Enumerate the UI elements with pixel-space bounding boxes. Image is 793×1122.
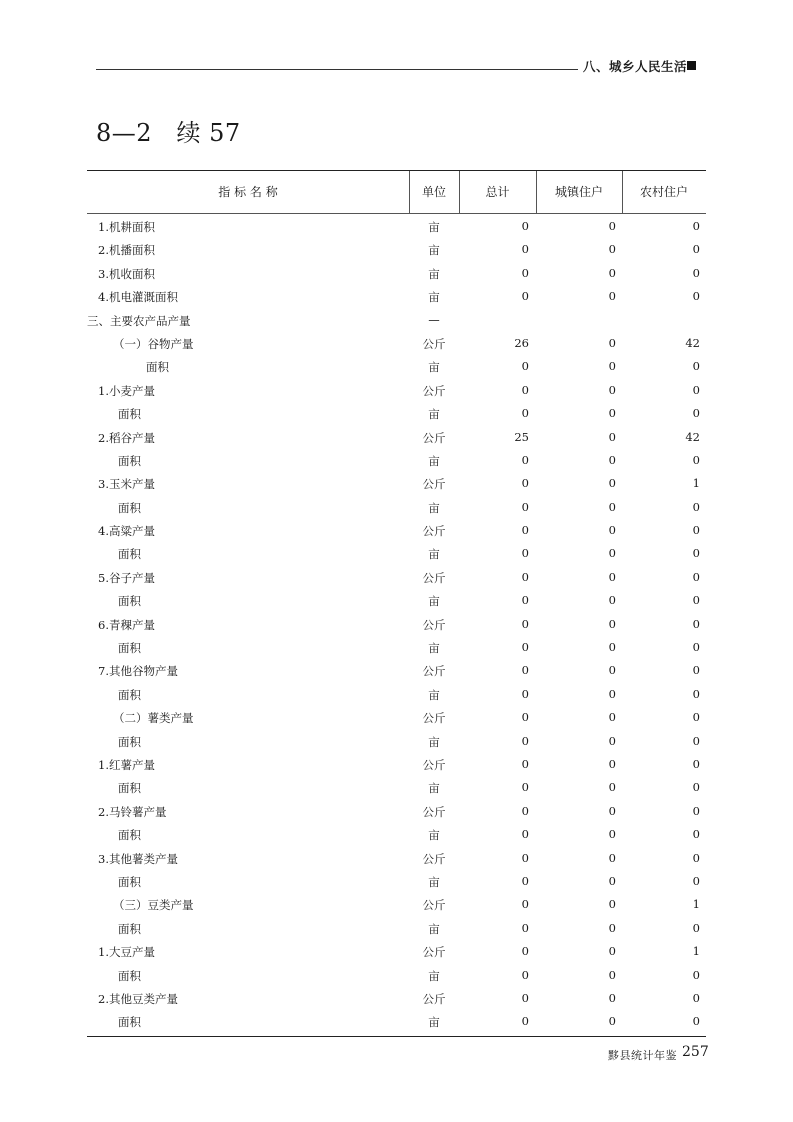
row-total: 0 bbox=[521, 616, 529, 631]
row-name: 面积 bbox=[118, 828, 141, 843]
row-rural: 0 bbox=[692, 990, 700, 1005]
table-row bbox=[87, 1010, 706, 1033]
table-row bbox=[87, 917, 706, 940]
row-name: 面积 bbox=[118, 453, 141, 468]
row-rural: 1 bbox=[692, 944, 700, 959]
row-urban: 0 bbox=[608, 944, 616, 959]
row-urban: 0 bbox=[608, 593, 616, 608]
row-total: 0 bbox=[521, 850, 529, 865]
table-row bbox=[87, 355, 706, 378]
row-unit: 亩 bbox=[428, 266, 440, 281]
row-urban: 0 bbox=[608, 756, 616, 771]
table-row bbox=[87, 566, 706, 589]
row-rural: 0 bbox=[692, 663, 700, 678]
row-total: 0 bbox=[521, 1014, 529, 1029]
header-rule bbox=[96, 69, 578, 70]
row-total: 0 bbox=[521, 803, 529, 818]
row-name: 1.大豆产量 bbox=[98, 945, 155, 960]
row-total: 0 bbox=[521, 733, 529, 748]
page-number: 257 bbox=[682, 1044, 709, 1060]
table-row bbox=[87, 238, 706, 261]
square-bullet-icon bbox=[687, 61, 696, 70]
row-name: 三、主要农产品产量 bbox=[87, 313, 191, 328]
row-urban: 0 bbox=[608, 803, 616, 818]
row-urban: 0 bbox=[608, 920, 616, 935]
row-unit: 亩 bbox=[428, 290, 440, 305]
row-urban: 0 bbox=[608, 640, 616, 655]
row-unit: 亩 bbox=[428, 921, 440, 936]
statistics-table bbox=[87, 170, 706, 1037]
row-urban: 0 bbox=[608, 476, 616, 491]
row-unit: 亩 bbox=[428, 500, 440, 515]
table-row bbox=[87, 730, 706, 753]
table-row bbox=[87, 659, 706, 682]
row-total: 0 bbox=[521, 289, 529, 304]
table-row bbox=[87, 542, 706, 565]
row-urban: 0 bbox=[608, 242, 616, 257]
table-row bbox=[87, 753, 706, 776]
table-row bbox=[87, 215, 706, 238]
row-urban: 0 bbox=[608, 406, 616, 421]
row-total: 0 bbox=[521, 219, 529, 233]
row-unit: 公斤 bbox=[422, 664, 446, 679]
row-total: 0 bbox=[521, 827, 529, 842]
footer-book-title: 黟县统计年鉴 bbox=[608, 1049, 677, 1062]
row-unit: 亩 bbox=[428, 687, 440, 702]
row-unit: 公斤 bbox=[422, 945, 446, 960]
row-name: 面积 bbox=[118, 641, 141, 656]
row-total: 0 bbox=[521, 640, 529, 655]
row-name: 2.机播面积 bbox=[98, 243, 155, 258]
row-urban: 0 bbox=[608, 686, 616, 701]
row-name: 4.高粱产量 bbox=[98, 524, 155, 539]
row-urban: 0 bbox=[608, 219, 616, 233]
row-total: 0 bbox=[521, 990, 529, 1005]
row-name: 3.机收面积 bbox=[98, 266, 155, 281]
table-row bbox=[87, 613, 706, 636]
row-total: 0 bbox=[521, 897, 529, 912]
row-rural: 42 bbox=[685, 429, 700, 444]
row-total: 0 bbox=[521, 967, 529, 982]
row-name: 面积 bbox=[118, 594, 141, 609]
row-total: 0 bbox=[521, 242, 529, 257]
row-rural: 0 bbox=[692, 827, 700, 842]
row-urban: 0 bbox=[608, 616, 616, 631]
row-name: 5.谷子产量 bbox=[98, 570, 155, 585]
table-row bbox=[87, 800, 706, 823]
table-row bbox=[87, 449, 706, 472]
row-unit: 公斤 bbox=[422, 477, 446, 492]
table-row bbox=[87, 519, 706, 542]
row-name: 2.马铃薯产量 bbox=[98, 804, 167, 819]
row-total: 0 bbox=[521, 382, 529, 397]
table-row bbox=[87, 987, 706, 1010]
table-row bbox=[87, 379, 706, 402]
row-rural: 42 bbox=[685, 335, 700, 350]
row-unit: — bbox=[428, 312, 440, 327]
row-unit: 公斤 bbox=[422, 430, 446, 445]
row-total: 0 bbox=[521, 499, 529, 514]
column-header-urban: 城镇住户 bbox=[554, 185, 603, 199]
row-name: 2.其他豆类产量 bbox=[98, 991, 178, 1006]
row-urban: 0 bbox=[608, 523, 616, 538]
row-name: （二）薯类产量 bbox=[113, 711, 194, 726]
row-total: 0 bbox=[521, 686, 529, 701]
table-row bbox=[87, 309, 706, 332]
row-total: 0 bbox=[521, 780, 529, 795]
row-unit: 亩 bbox=[428, 828, 440, 843]
row-urban: 0 bbox=[608, 569, 616, 584]
row-name: 面积 bbox=[118, 407, 141, 422]
row-unit: 公斤 bbox=[422, 851, 446, 866]
table-row bbox=[87, 847, 706, 870]
row-rural: 0 bbox=[692, 499, 700, 514]
row-name: 3.玉米产量 bbox=[98, 477, 155, 492]
row-name: 1.红薯产量 bbox=[98, 757, 155, 772]
table-row bbox=[87, 426, 706, 449]
table-title: 8—2 续 57 bbox=[96, 119, 241, 147]
row-name: （一）谷物产量 bbox=[113, 336, 194, 351]
row-total: 0 bbox=[521, 920, 529, 935]
row-urban: 0 bbox=[608, 873, 616, 888]
row-total: 0 bbox=[521, 476, 529, 491]
row-name: 面积 bbox=[118, 968, 141, 983]
row-name: （三）豆类产量 bbox=[113, 898, 194, 913]
row-urban: 0 bbox=[608, 335, 616, 350]
row-rural: 0 bbox=[692, 406, 700, 421]
row-urban: 0 bbox=[608, 967, 616, 982]
table-row bbox=[87, 402, 706, 425]
row-unit: 亩 bbox=[428, 453, 440, 468]
row-urban: 0 bbox=[608, 663, 616, 678]
table-row bbox=[87, 964, 706, 987]
row-rural: 0 bbox=[692, 359, 700, 374]
table-row bbox=[87, 940, 706, 963]
row-total: 0 bbox=[521, 523, 529, 538]
row-urban: 0 bbox=[608, 780, 616, 795]
row-total: 0 bbox=[521, 710, 529, 725]
row-unit: 公斤 bbox=[422, 383, 446, 398]
table-row bbox=[87, 472, 706, 495]
row-total: 0 bbox=[521, 756, 529, 771]
row-rural: 0 bbox=[692, 452, 700, 467]
row-total: 0 bbox=[521, 406, 529, 421]
row-name: 面积 bbox=[118, 921, 141, 936]
row-urban: 0 bbox=[608, 710, 616, 725]
row-urban: 0 bbox=[608, 827, 616, 842]
row-total: 0 bbox=[521, 265, 529, 280]
row-rural: 0 bbox=[692, 219, 700, 233]
row-unit: 公斤 bbox=[422, 711, 446, 726]
row-rural: 0 bbox=[692, 593, 700, 608]
table-row bbox=[87, 285, 706, 308]
row-name: 4.机电灌溉面积 bbox=[98, 290, 178, 305]
row-total: 0 bbox=[521, 944, 529, 959]
row-unit: 亩 bbox=[428, 547, 440, 562]
row-urban: 0 bbox=[608, 382, 616, 397]
row-unit: 亩 bbox=[428, 781, 440, 796]
row-rural: 0 bbox=[692, 873, 700, 888]
row-rural: 0 bbox=[692, 640, 700, 655]
row-unit: 亩 bbox=[428, 360, 440, 375]
row-total: 0 bbox=[521, 873, 529, 888]
row-rural: 0 bbox=[692, 265, 700, 280]
row-urban: 0 bbox=[608, 359, 616, 374]
row-rural: 0 bbox=[692, 803, 700, 818]
table-row bbox=[87, 823, 706, 846]
table-row bbox=[87, 496, 706, 519]
row-unit: 公斤 bbox=[422, 757, 446, 772]
row-unit: 亩 bbox=[428, 1015, 440, 1030]
row-total: 0 bbox=[521, 546, 529, 561]
row-urban: 0 bbox=[608, 733, 616, 748]
table-row bbox=[87, 636, 706, 659]
row-unit: 公斤 bbox=[422, 991, 446, 1006]
row-name: 面积 bbox=[118, 500, 141, 515]
row-unit: 公斤 bbox=[422, 570, 446, 585]
column-header-name: 指 标 名 称 bbox=[218, 185, 278, 199]
row-urban: 0 bbox=[608, 546, 616, 561]
table-row bbox=[87, 776, 706, 799]
row-total: 26 bbox=[514, 335, 529, 350]
table-row bbox=[87, 332, 706, 355]
row-unit: 亩 bbox=[428, 641, 440, 656]
row-unit: 公斤 bbox=[422, 898, 446, 913]
table-row bbox=[87, 893, 706, 916]
row-unit: 公斤 bbox=[422, 617, 446, 632]
row-rural: 0 bbox=[692, 710, 700, 725]
row-rural: 0 bbox=[692, 546, 700, 561]
row-name: 1.机耕面积 bbox=[98, 220, 155, 234]
table-row bbox=[87, 262, 706, 285]
row-rural: 0 bbox=[692, 289, 700, 304]
row-urban: 0 bbox=[608, 850, 616, 865]
row-rural: 1 bbox=[692, 476, 700, 491]
row-name: 3.其他薯类产量 bbox=[98, 851, 178, 866]
row-total: 25 bbox=[514, 429, 529, 444]
row-total: 0 bbox=[521, 663, 529, 678]
table-row bbox=[87, 683, 706, 706]
row-rural: 0 bbox=[692, 242, 700, 257]
row-rural: 0 bbox=[692, 616, 700, 631]
row-unit: 亩 bbox=[428, 220, 440, 234]
row-name: 面积 bbox=[118, 781, 141, 796]
row-unit: 亩 bbox=[428, 874, 440, 889]
row-unit: 亩 bbox=[428, 968, 440, 983]
row-unit: 公斤 bbox=[422, 804, 446, 819]
row-total: 0 bbox=[521, 359, 529, 374]
row-total: 0 bbox=[521, 569, 529, 584]
row-urban: 0 bbox=[608, 990, 616, 1005]
row-name: 6.青稞产量 bbox=[98, 617, 155, 632]
row-unit: 公斤 bbox=[422, 336, 446, 351]
column-header-rural: 农村住户 bbox=[639, 185, 688, 199]
row-name: 1.小麦产量 bbox=[98, 383, 155, 398]
row-unit: 亩 bbox=[428, 243, 440, 258]
row-rural: 0 bbox=[692, 1014, 700, 1029]
row-urban: 0 bbox=[608, 897, 616, 912]
row-name: 面积 bbox=[118, 547, 141, 562]
row-rural: 0 bbox=[692, 780, 700, 795]
row-rural: 0 bbox=[692, 850, 700, 865]
row-rural: 0 bbox=[692, 733, 700, 748]
row-name: 面积 bbox=[118, 1015, 141, 1030]
row-urban: 0 bbox=[608, 452, 616, 467]
row-name: 2.稻谷产量 bbox=[98, 430, 155, 445]
row-rural: 0 bbox=[692, 967, 700, 982]
row-rural: 0 bbox=[692, 756, 700, 771]
row-total: 0 bbox=[521, 452, 529, 467]
row-name: 面积 bbox=[118, 874, 141, 889]
row-name: 7.其他谷物产量 bbox=[98, 664, 178, 679]
table-body bbox=[87, 214, 706, 1036]
column-header-unit: 单位 bbox=[421, 185, 446, 199]
row-urban: 0 bbox=[608, 1014, 616, 1029]
row-name: 面积 bbox=[118, 687, 141, 702]
row-rural: 0 bbox=[692, 920, 700, 935]
row-name: 面积 bbox=[118, 734, 141, 749]
row-unit: 公斤 bbox=[422, 524, 446, 539]
table-header bbox=[87, 171, 706, 214]
table-row bbox=[87, 706, 706, 729]
row-name: 面积 bbox=[146, 360, 169, 375]
row-rural: 0 bbox=[692, 523, 700, 538]
row-rural: 0 bbox=[692, 569, 700, 584]
row-urban: 0 bbox=[608, 499, 616, 514]
row-urban: 0 bbox=[608, 289, 616, 304]
section-title: 八、城乡人民生活 bbox=[583, 59, 688, 74]
row-rural: 1 bbox=[692, 897, 700, 912]
row-rural: 0 bbox=[692, 382, 700, 397]
row-urban: 0 bbox=[608, 265, 616, 280]
column-header-total: 总计 bbox=[485, 185, 510, 199]
row-unit: 亩 bbox=[428, 734, 440, 749]
row-unit: 亩 bbox=[428, 594, 440, 609]
row-urban: 0 bbox=[608, 429, 616, 444]
row-unit: 亩 bbox=[428, 407, 440, 422]
table-row bbox=[87, 870, 706, 893]
row-rural: 0 bbox=[692, 686, 700, 701]
table-row bbox=[87, 589, 706, 612]
row-total: 0 bbox=[521, 593, 529, 608]
